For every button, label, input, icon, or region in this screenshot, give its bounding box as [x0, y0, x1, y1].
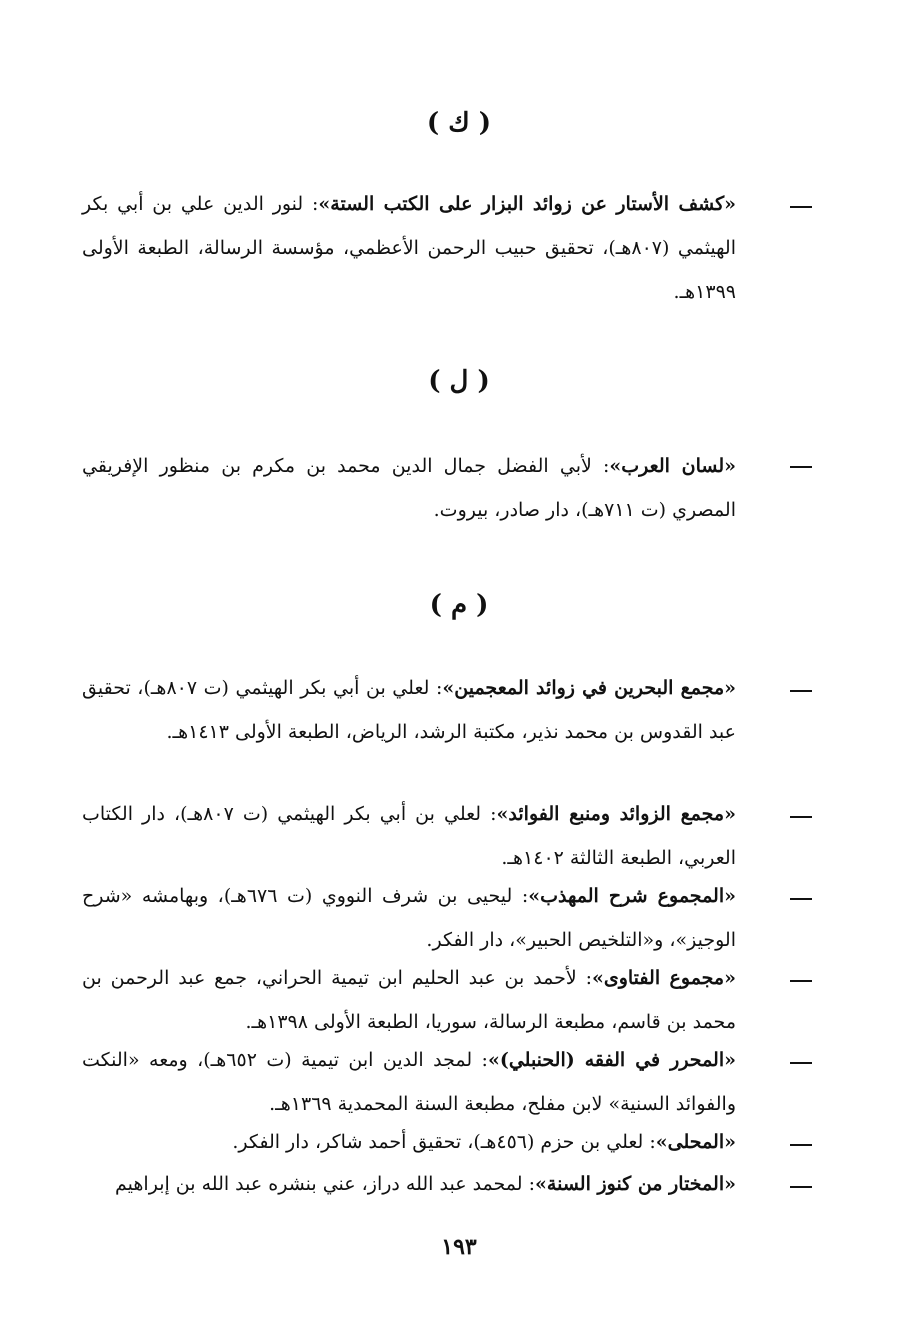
entry-title: «مجموع الفتاوى» — [591, 967, 736, 989]
section-letter-kaf: ( ك ) — [426, 108, 492, 138]
bibliography-entry — [82, 1120, 736, 1164]
entry-text: : لعلي بن أبي بكر الهيثمي (ت ٨٠٧هـ)، دار الكتاب العربي، الطبعة الثالثة ١٤٠٢هـ. — [82, 803, 736, 869]
entry-title: «مجمع البحرين في زوائد المعجمين» — [442, 677, 737, 699]
entry-title: «مجمع الزوائد ومنبع الفوائد» — [496, 803, 736, 825]
bibliography-entry — [82, 182, 736, 314]
entry-text: : لمجد الدين ابن تيمية (ت ٦٥٢هـ)، ومعه «النكت والفوائد السنية» لابن مفلح، مطبعة السنة المحمدية ١٣٦٩هـ. — [82, 1049, 736, 1115]
entry-dash — [790, 1144, 812, 1146]
entry-dash — [790, 690, 812, 692]
entry-text: : لأحمد بن عبد الحليم ابن تيمية الحراني، جمع عبد الرحمن بن محمد بن قاسم، مطبعة الرسالة، سوريا، الطبعة الأولى ١٣٩٨هـ. — [82, 967, 736, 1033]
entry-dash — [790, 1186, 812, 1188]
bibliography-entry — [82, 1038, 736, 1126]
bibliography-entry — [82, 874, 736, 962]
section-letter-mim: ( م ) — [429, 590, 489, 620]
bibliography-entry — [82, 666, 736, 754]
bibliography-entry — [82, 792, 736, 880]
entry-dash — [790, 466, 812, 468]
entry-text: : لأبي الفضل جمال الدين محمد بن مكرم بن منظور الإفريقي المصري (ت ٧١١هـ)، دار صادر، بيروت. — [82, 455, 736, 521]
entry-title: «المختار من كنوز السنة» — [535, 1173, 736, 1195]
entry-text: : ليحيى بن شرف النووي (ت ٦٧٦هـ)، وبهامشه «شرح الوجيز»، و«التلخيص الحبير»، دار الفكر. — [82, 885, 736, 951]
bibliography-entry — [82, 1162, 736, 1206]
entry-title: «كشف الأستار عن زوائد البزار على الكتب الستة» — [318, 193, 737, 215]
section-letter-lam: ( ل ) — [428, 366, 490, 396]
entry-title: «المجموع شرح المهذب» — [528, 885, 736, 907]
entry-dash — [790, 980, 812, 982]
entry-dash — [790, 816, 812, 818]
entry-text: : لمحمد عبد الله دراز، عني بنشره عبد الله بن إبراهيم — [115, 1173, 536, 1195]
entry-dash — [790, 1062, 812, 1064]
entry-dash — [790, 206, 812, 208]
bibliography-entry — [82, 956, 736, 1044]
entry-text: : لعلي بن حزم (٤٥٦هـ)، تحقيق أحمد شاكر، دار الفكر. — [232, 1131, 656, 1153]
entry-text: : لعلي بن أبي بكر الهيثمي (ت ٨٠٧هـ)، تحقيق عبد القدوس بن محمد نذير، مكتبة الرشد، الرياض، الطبعة الأولى ١٤١٣هـ. — [82, 677, 736, 743]
page-number: ١٩٣ — [441, 1234, 477, 1260]
entry-dash — [790, 898, 812, 900]
entry-title: «المحلى» — [655, 1131, 736, 1153]
entry-title: «لسان العرب» — [609, 455, 736, 477]
bibliography-entry — [82, 444, 736, 532]
entry-title: «المحرر في الفقه (الحنبلي)» — [487, 1049, 736, 1071]
entry-text: : لنور الدين علي بن أبي بكر الهيثمي (٨٠٧هـ)، تحقيق حبيب الرحمن الأعظمي، مؤسسة الرسالة، الطبعة الأولى ١٣٩٩هـ. — [82, 193, 736, 303]
